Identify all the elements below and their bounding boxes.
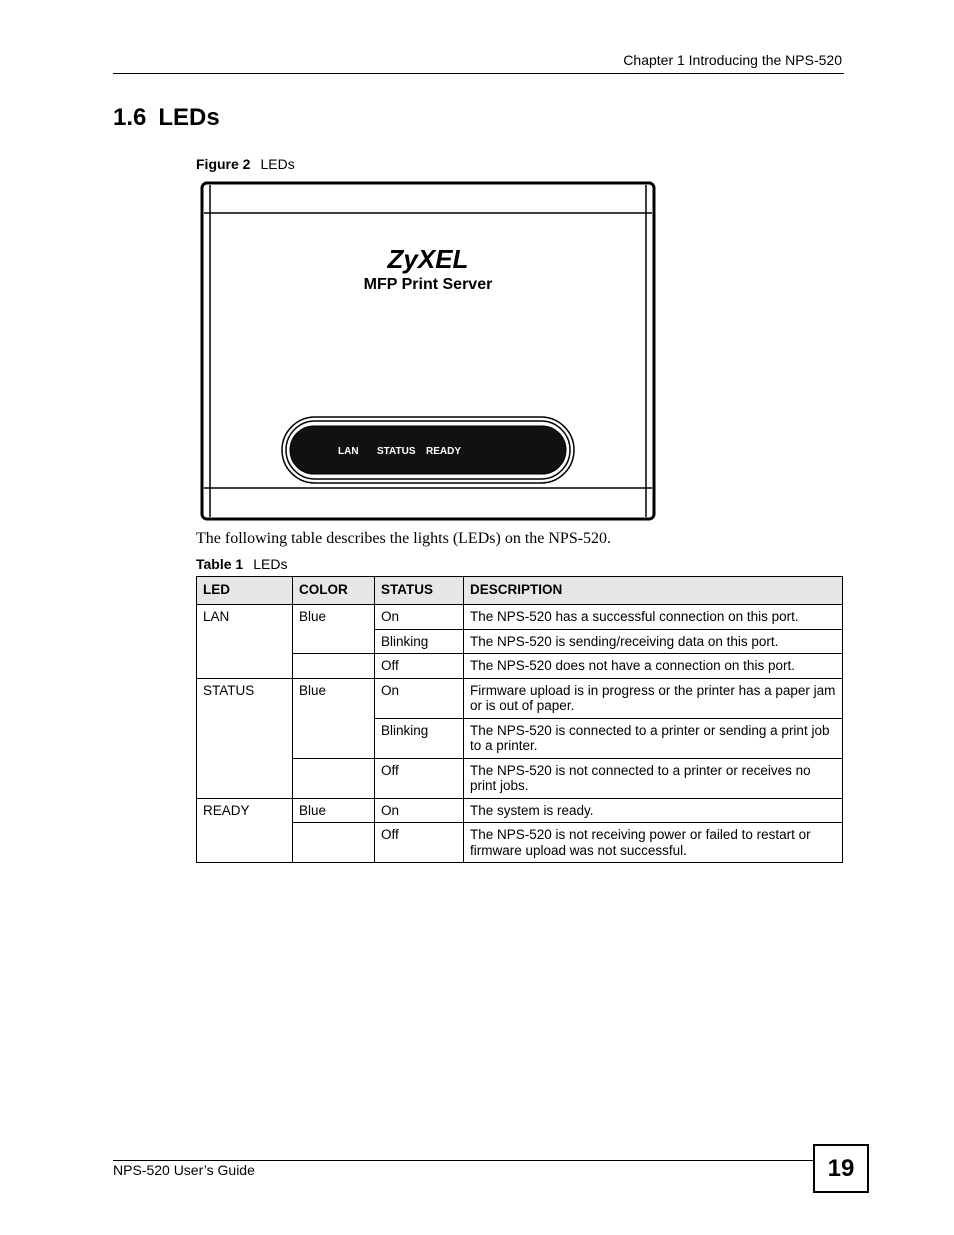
status-cell: Off	[375, 654, 464, 679]
page-number: 19	[813, 1144, 869, 1193]
empty-color-cell	[293, 758, 375, 798]
footer-guide-title: NPS-520 User’s Guide	[113, 1162, 255, 1178]
led-label-lan: LAN	[338, 446, 359, 457]
table-row	[197, 678, 843, 718]
status-cell: On	[375, 605, 464, 630]
figure-caption-text: LEDs	[260, 156, 295, 172]
footer-rule	[113, 1160, 813, 1161]
status-cell: Off	[375, 758, 464, 798]
description-cell: The system is ready.	[464, 798, 843, 823]
led-cell: STATUS	[197, 678, 293, 798]
status-cell: On	[375, 678, 464, 718]
leds-table	[196, 576, 843, 863]
led-label-ready: READY	[426, 446, 462, 457]
table-row	[197, 654, 843, 679]
header-status: STATUS	[375, 577, 464, 605]
status-cell: Off	[375, 823, 464, 863]
table-row	[197, 798, 843, 823]
status-cell: Blinking	[375, 629, 464, 654]
table-caption-text: LEDs	[253, 556, 288, 572]
description-cell: The NPS-520 is not connected to a printer or receives no print jobs.	[464, 758, 843, 798]
header-rule	[113, 73, 844, 74]
section-title-text: LEDs	[158, 104, 220, 131]
table-header-row	[197, 577, 843, 605]
color-cell: Blue	[293, 678, 375, 758]
description-cell: Firmware upload is in progress or the printer has a paper jam or is out of paper.	[464, 678, 843, 718]
header-led: LED	[197, 577, 293, 605]
description-cell: The NPS-520 is connected to a printer or sending a print job to a printer.	[464, 718, 843, 758]
running-header: Chapter 1 Introducing the NPS-520	[623, 52, 842, 68]
table-row	[197, 605, 843, 630]
section-title	[113, 104, 220, 132]
description-cell: The NPS-520 is sending/receiving data on this port.	[464, 629, 843, 654]
intro-paragraph: The following table describes the lights (LEDs) on the NPS-520.	[196, 530, 612, 547]
status-cell: Blinking	[375, 718, 464, 758]
section-number: 1.6	[113, 104, 147, 131]
header-description: DESCRIPTION	[464, 577, 843, 605]
led-label-status: STATUS	[377, 446, 416, 457]
description-cell: The NPS-520 does not have a connection on this port.	[464, 654, 843, 679]
empty-color-cell	[293, 823, 375, 863]
led-cell: READY	[197, 798, 293, 863]
description-cell: The NPS-520 is not receiving power or failed to restart or firmware upload was not successful.	[464, 823, 843, 863]
device-front-panel-figure	[200, 181, 656, 521]
product-name: MFP Print Server	[363, 276, 493, 293]
led-cell: LAN	[197, 605, 293, 679]
color-cell: Blue	[293, 605, 375, 654]
description-cell: The NPS-520 has a successful connection on this port.	[464, 605, 843, 630]
table-caption	[196, 556, 287, 572]
table-row	[197, 823, 843, 863]
table-row	[197, 758, 843, 798]
figure-caption	[196, 156, 295, 172]
status-cell: On	[375, 798, 464, 823]
brand-logo: ZyXEL	[387, 244, 469, 274]
table-label: Table 1	[196, 556, 244, 572]
figure-label: Figure 2	[196, 156, 251, 172]
header-color: COLOR	[293, 577, 375, 605]
empty-color-cell	[293, 654, 375, 679]
color-cell: Blue	[293, 798, 375, 823]
